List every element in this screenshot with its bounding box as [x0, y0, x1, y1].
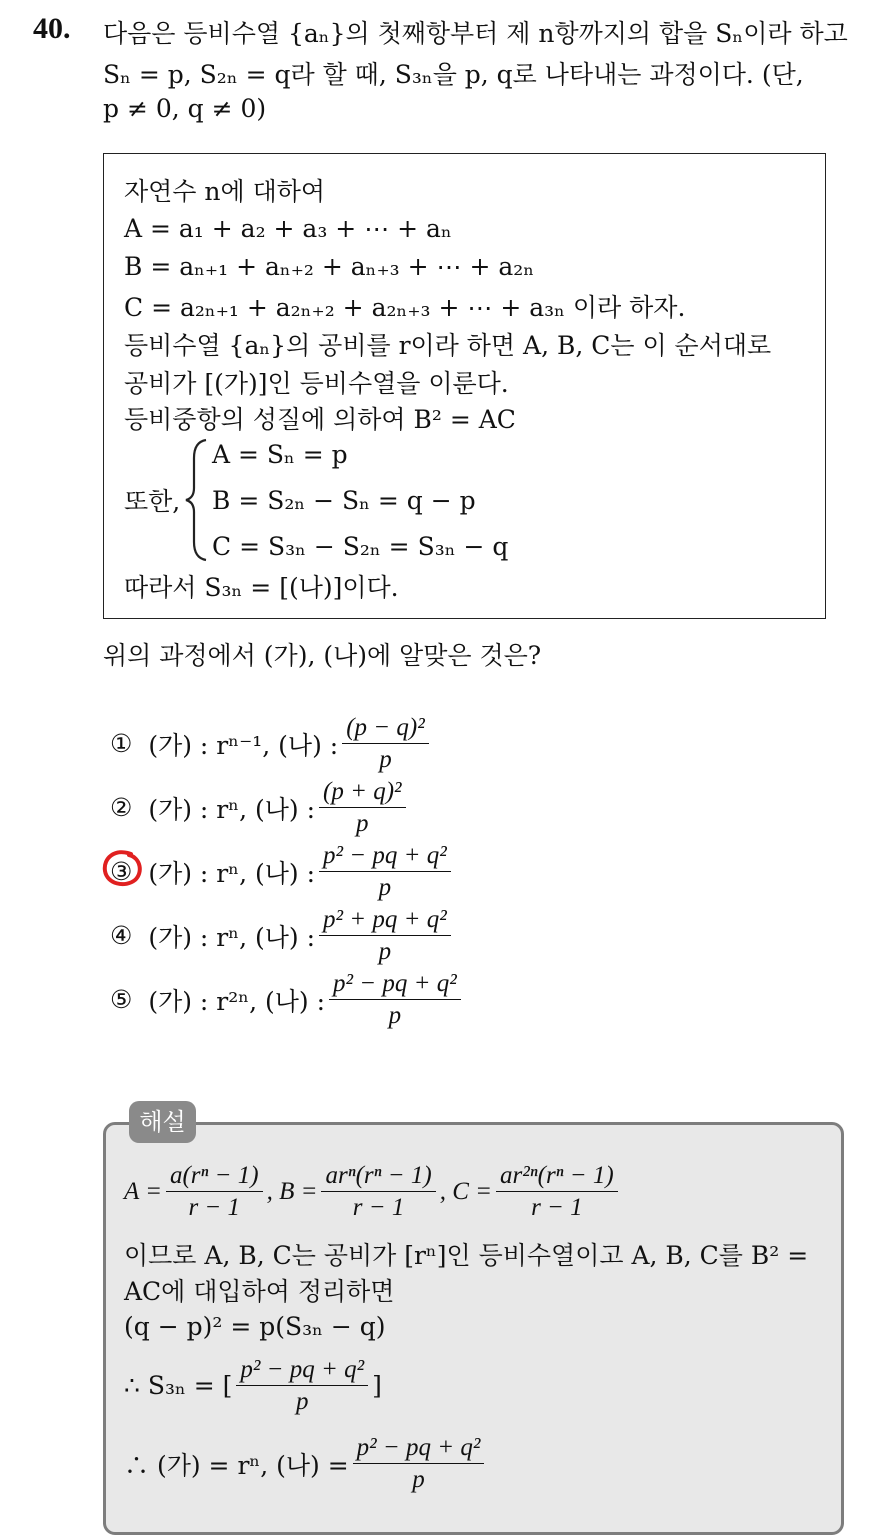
solution-line-2: 이므로 A, B, C는 공비가 [rⁿ]인 등비수열이고 A, B, C를 B² = — [124, 1241, 809, 1270]
choice-text: (가) : rⁿ⁻¹, (나) : — [148, 730, 339, 760]
question-line-2: Sₙ = p, S₂ₙ = q라 할 때, S₃ₙ을 p, q로 나타내는 과정이다. (단, — [103, 60, 804, 89]
system-eq-3: C = S₃ₙ − S₂ₙ = S₃ₙ − q — [212, 532, 509, 561]
choice-number: ⑤ — [110, 985, 133, 1015]
system-eq-1: A = Sₙ = p — [212, 440, 348, 469]
box-line-ga: 공비가 [(가)]인 등비수열을 이룬다. — [124, 369, 509, 398]
selected-answer-circle-icon — [101, 848, 145, 890]
solution-line-1: A = $\frac{\text{a(rⁿ − 1)}}{r - 1}$ , B = $\frac{\text{arⁿ(rⁿ − 1)}}{r - 1}$ , C = $\frac{\text{ar²ⁿ(rⁿ − 1)}}{r - 1}$ — [124, 1160, 622, 1224]
question-line-3: p ≠ 0, q ≠ 0) — [103, 94, 267, 123]
choice-text: (가) : rⁿ, (나) : — [148, 858, 315, 888]
choice-3[interactable] — [110, 840, 455, 904]
choice-number: ① — [110, 729, 133, 759]
box-line-A: A = a₁ + a₂ + a₃ + ⋯ + aₙ — [124, 214, 452, 243]
box-line-C: C = a₂ₙ₊₁ + a₂ₙ₊₂ + a₂ₙ₊₃ + ⋯ + a₃ₙ 이라 하자. — [124, 293, 686, 322]
solution-line-6: ∴ (가) = rⁿ, (나) = $\frac{\text{p² − pq + q²}}{p}$ — [124, 1432, 488, 1496]
box-line-B: B = aₙ₊₁ + aₙ₊₂ + aₙ₊₃ + ⋯ + a₂ₙ — [124, 252, 535, 281]
choice-number: ③ — [110, 857, 133, 887]
choice-fraction: $\frac{\text{(p + q)²}}{p}$ — [319, 776, 406, 840]
system-eq-2: B = S₂ₙ − Sₙ = q − p — [212, 486, 476, 515]
solution-line-4: (q − p)² = p(S₃ₙ − q) — [124, 1312, 386, 1341]
system-brace — [184, 438, 210, 562]
solution-tag: 해설 — [129, 1101, 196, 1143]
choice-number: ② — [110, 793, 133, 823]
solution-line-3: AC에 대입하여 정리하면 — [124, 1277, 395, 1306]
box-line-result: 따라서 S₃ₙ = [(나)]이다. — [124, 573, 399, 602]
box-line-ratio: 등비수열 {aₙ}의 공비를 r이라 하면 A, B, C는 이 순서대로 — [124, 331, 772, 360]
question-number: 40. — [33, 12, 71, 45]
choice-4[interactable] — [110, 904, 455, 968]
box-line-1: 자연수 n에 대하여 — [124, 177, 326, 206]
choice-text: (가) : rⁿ, (나) : — [148, 922, 315, 952]
choice-fraction: $\frac{\text{p² + pq + q²}}{p}$ — [319, 904, 451, 968]
choice-fraction: $\frac{\text{p² − pq + q²}}{p}$ — [319, 840, 451, 904]
box-also-label: 또한, — [124, 487, 181, 516]
choice-fraction: $\frac{\text{p² − pq + q²}}{p}$ — [329, 968, 461, 1032]
choice-text: (가) : rⁿ, (나) : — [148, 794, 315, 824]
choice-1[interactable] — [110, 712, 433, 776]
question-line-1: 다음은 등비수열 {aₙ}의 첫째항부터 제 n항까지의 합을 Sₙ이라 하고 — [103, 19, 848, 48]
choice-fraction: $\frac{\text{(p − q)²}}{p}$ — [342, 712, 429, 776]
choice-number: ④ — [110, 921, 133, 951]
box-line-geomean: 등비중항의 성질에 의하여 B² = AC — [124, 405, 516, 434]
choice-2[interactable] — [110, 776, 410, 840]
question-prompt: 위의 과정에서 (가), (나)에 알맞은 것은? — [103, 641, 542, 670]
choice-text: (가) : r²ⁿ, (나) : — [148, 986, 326, 1016]
solution-line-5: ∴ S₃ₙ = [ $\frac{\text{p² − pq + q²}}{p}$ ] — [124, 1356, 382, 1416]
choice-5[interactable] — [110, 968, 465, 1032]
